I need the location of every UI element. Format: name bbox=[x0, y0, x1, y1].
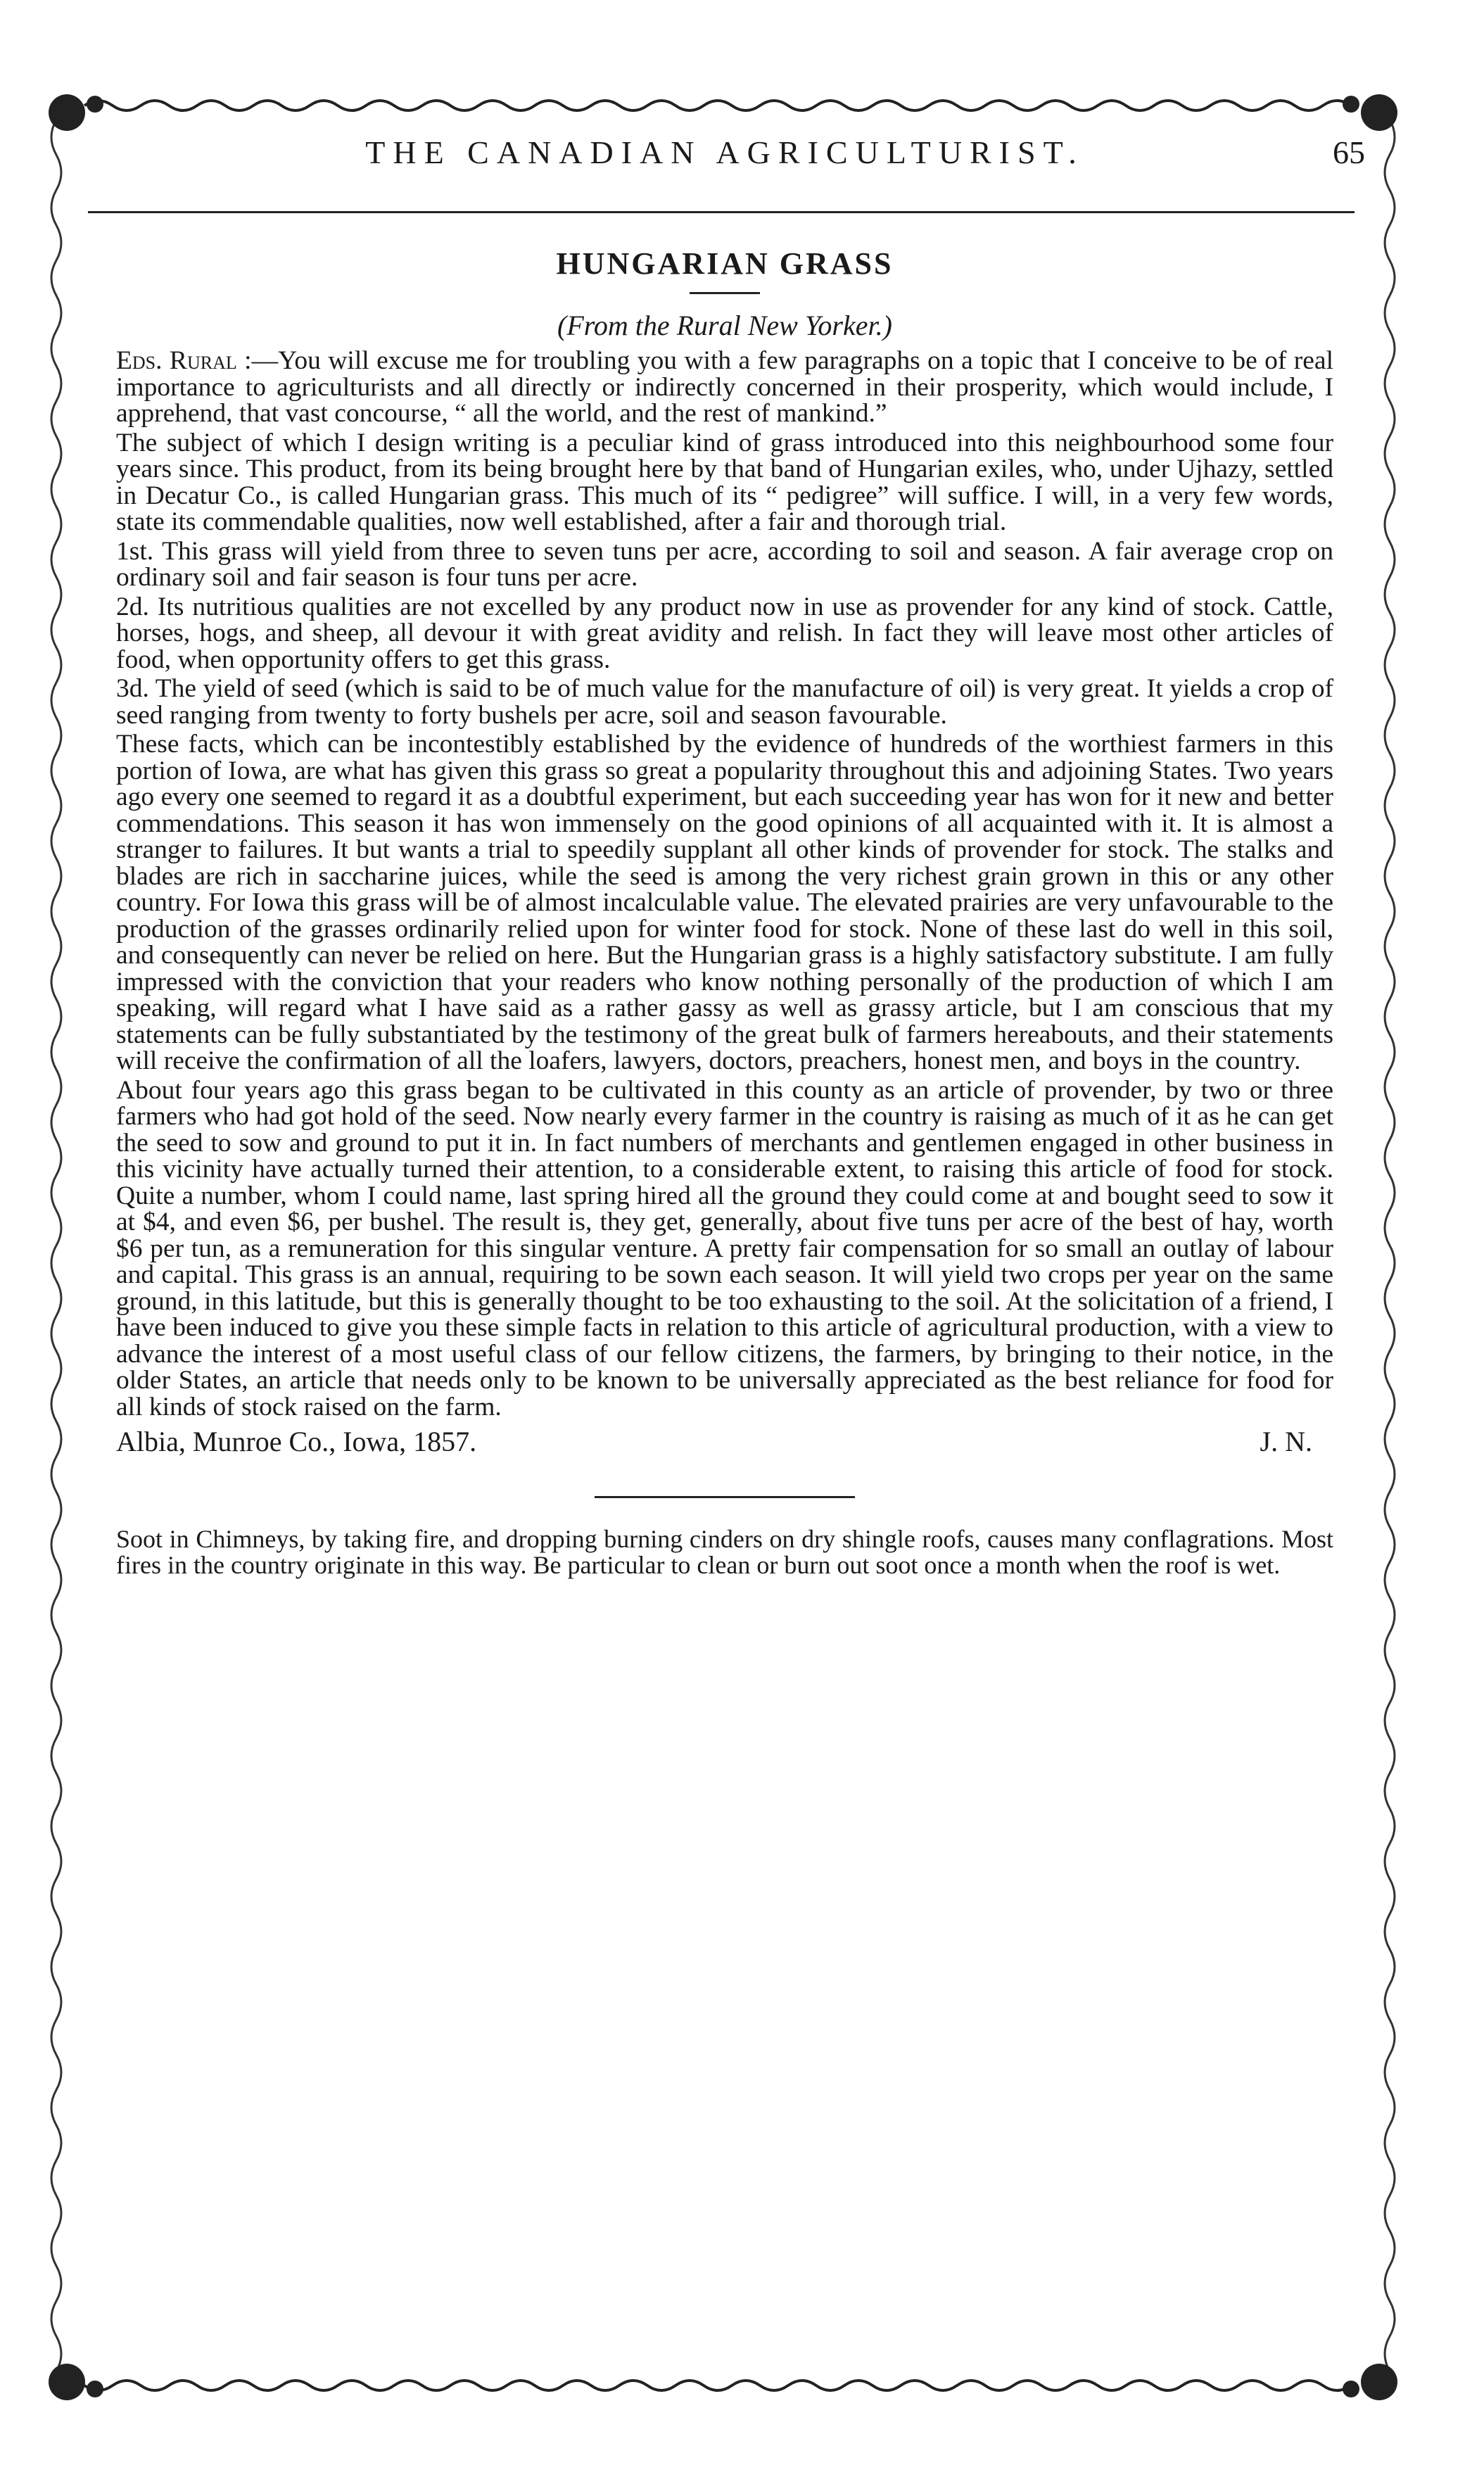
paragraph: The subject of which I design writing is a peculiar kind of grass introduced into this neighbourhood some four years since. This product, from its being brought here by that band of Hungarian exiles, who, under Ujhazy, settled in Decatur Co., is called Hungarian grass. This much of its “ pedigree” will suffice. I will, in a very few words, state its commendable qualities, now well established, after a fair and thorough trial. bbox=[116, 428, 1333, 536]
page-number: 65 bbox=[1333, 134, 1365, 170]
author-initials: J. N. bbox=[1260, 1426, 1312, 1457]
paragraph: About four years ago this grass began to be cultivated in this county as an article of provender, by two or three farmers who had got hold of the seed. Now nearly every farmer in the country is raising as much of it as he can get the seed to sow and ground to put it in. In fact numbers of merchants and gentlemen engaged in other business in this vicinity have actually turned their attention, to a considerable extent, to raising this article of food for stock. Quite a number, whom I could name, last spring hired all the ground they could come at and bought seed to sow it at $4, and even $6, per bushel. The result is, they get, generally, about five tuns per acre of the best of hay, worth $6 per tun, as a remuneration for this singular venture. A pretty fair compensation for so small an outlay of labour and capital. This grass is an annual, requiring to be sown each season. It will yield two crops per year on the same ground, in this latitude, but this is generally thought to be too exhausting to the soil. At the solicitation of a friend, I have been induced to give you these simple facts in relation to this article of agricultural production, with a view to advance the interest of a most useful class of our fellow citizens, the farmers, by bringing to their notice, in the older States, an article that needs only to be known to be universally appreciated as the best reliance for food for all kinds of stock raised on the farm. bbox=[116, 1075, 1333, 1421]
section-divider bbox=[595, 1496, 855, 1498]
paragraph bbox=[116, 348, 1333, 427]
paragraph: 1st. This grass will yield from three to seven tuns per acre, according to soil and season. A fair average crop on ordinary soil and fair season is four tuns per acre. bbox=[116, 536, 1333, 592]
soot-note: Soot in Chimneys, by taking fire, and dropping burning cinders on dry shingle roofs, causes many conflagrations. Most fires in the country originate in this way. Be particular to clean or burn out soot once a month when the roof is wet. bbox=[116, 1525, 1333, 1579]
article-title: HUNGARIAN GRASS bbox=[556, 246, 894, 281]
paragraph: These facts, which can be incontestibly established by the evidence of hundreds of the worthiest farmers in this portion of Iowa, are what has given this grass so great a popularity throughout this and adjoining States. Two years ago every one seemed to regard it as a doubtful experiment, but each succeeding year has won for it new and better commendations. This season it has won immensely on the good opinions of all acquainted with it. It is almost a stranger to failures. It but wants a trial to speedily supplant all other kinds of provender for stock. The stalks and blades are rich in saccharine juices, while the seed is among the very richest grain grown in this or any other country. For Iowa this grass will be of almost incalculable value. The elevated prairies are very unfavourable to the production of the grasses ordinarily relied upon for winter food for stock. None of these last do well in this soil, and consequently can never be relied on here. But the Hungarian grass is a highly satisfactory substitute. I am fully impressed with the conviction that your readers who know nothing personally of the production of which I am speaking, will regard what I have said as a rather gassy as well as grassy article, but I am conscious that my statements can be fully substantiated by the testimony of the great bulk of farmers hereabouts, and their statements will receive the confirmation of all the loafers, lawyers, doctors, preachers, honest men, and boys in the country. bbox=[116, 730, 1333, 1075]
place-date: Albia, Munroe Co., Iowa, 1857. bbox=[116, 1426, 477, 1457]
paragraph-text: :—You will excuse me for troubling you with a few paragraphs on a topic that I conceive to be of real importance to agriculturists and all directly or indirectly concerned in their prosperity, which would include, I apprehend, that vast concourse, “ all the world, and the rest of mankind.” bbox=[116, 346, 1333, 428]
paragraph: 3d. The yield of seed (which is said to be of much value for the manufacture of oil) is very great. It yields a crop of seed ranging from twenty to forty bushels per acre, soil and season favourable. bbox=[116, 674, 1333, 730]
article bbox=[116, 243, 1333, 1578]
header-rule bbox=[88, 211, 1355, 213]
article-source: (From the Rural New Yorker.) bbox=[557, 310, 892, 341]
title-rule bbox=[690, 292, 760, 294]
page-header bbox=[84, 134, 1365, 183]
signoff bbox=[116, 1428, 1333, 1468]
salutation: Eds. Rural bbox=[116, 346, 237, 375]
journal-title: THE CANADIAN AGRICULTURIST. bbox=[365, 134, 1084, 170]
paragraph: 2d. Its nutritious qualities are not excelled by any product now in use as provender for any kind of stock. Cattle, horses, hogs, and sheep, all devour it with great avidity and relish. In fact they will leave most other articles of food, when opportunity offers to get this grass. bbox=[116, 592, 1333, 674]
